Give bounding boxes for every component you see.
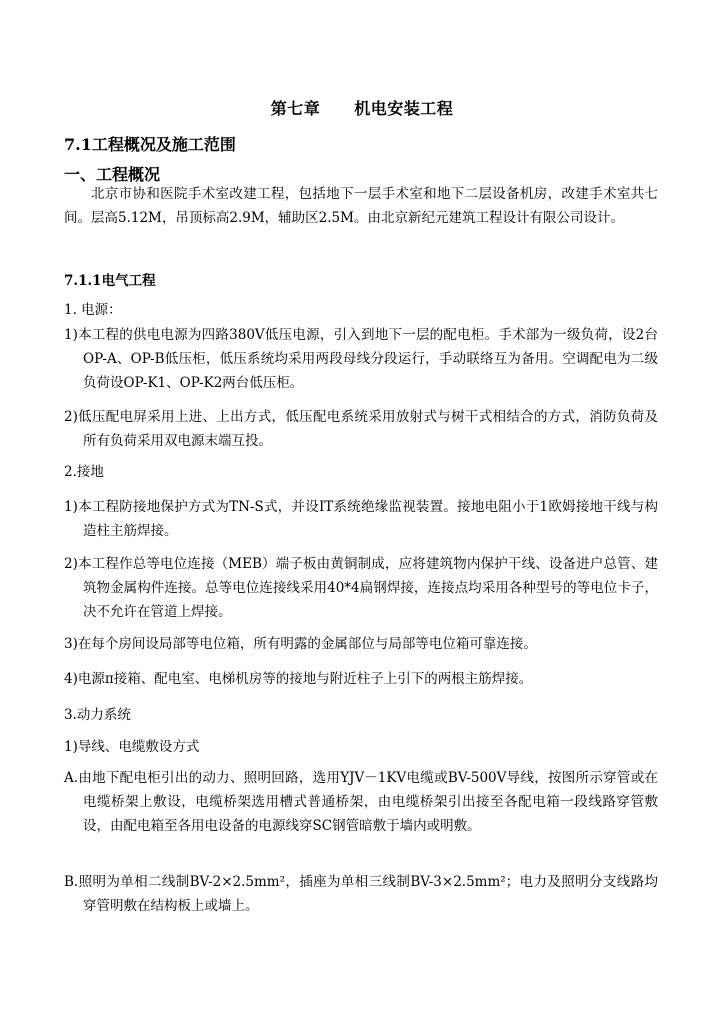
power-supply-item-1: 1)本工程的供电电源为四路380V低压电源，引入到地下一层的配电柜。手术部为一级负荷，设2台OP-A、OP-B低压柜，低压系统均采用两段母线分段运行，手动联络互为备用。空调配电为二级负荷设OP-K1、OP-K2两台低压柜。 bbox=[64, 327, 658, 391]
grounding-item-1: 1)本工程防接地保护方式为TN-S式，并设IT系统绝缘监视装置。接地电阻小于1欧姆接地干线与构造柱主筋焊接。 bbox=[64, 499, 658, 539]
power-supply-item-2: 2)低压配电屏采用上进、上出方式，低压配电系统采用放射式与树干式相结合的方式，消防负荷及所有负荷采用双电源末端互投。 bbox=[64, 409, 658, 449]
section-7-1-1-heading: 7.1.1电气工程 bbox=[64, 273, 156, 289]
chapter-number: 第七章 bbox=[270, 99, 321, 118]
grounding-heading: 2.接地 bbox=[64, 464, 104, 480]
section-7-1-heading: 7.1工程概况及施工范围 bbox=[64, 135, 236, 154]
chapter-name: 机电安装工程 bbox=[354, 99, 454, 118]
overview-heading: 一、工程概况 bbox=[64, 165, 161, 184]
overview-paragraph: 北京市协和医院手术室改建工程，包括地下一层手术室和地下二层设备机房，改建手术室共七间。层高5.12M，吊顶标高2.9M，辅助区2.5M。由北京新纪元建筑工程设计有限公司设计。 bbox=[64, 186, 658, 226]
grounding-item-4: 4)电源π接箱、配电室、电梯机房等的接地与附近柱子上引下的两根主筋焊接。 bbox=[64, 671, 533, 687]
power-supply-heading: 1. 电源： bbox=[64, 302, 122, 318]
wiring-item-a: A.由地下配电柜引出的动力、照明回路，选用YJV－1KV电缆或BV-500V导线，按图所示穿管或在电缆桥架上敷设，电缆桥架选用槽式普通桥架，由电缆桥架引出接至各配电箱一段线路穿管敷设，由配电箱至各用电设备的电源线穿SC钢管暗敷于墙内或明敷。 bbox=[64, 770, 658, 834]
wiring-item-b: B.照明为单相二线制BV-2×2.5mm²，插座为单相三线制BV-3×2.5mm²；电力及照明分支线路均穿管明敷在结构板上或墙上。 bbox=[64, 874, 658, 914]
chapter-title bbox=[0, 96, 724, 119]
grounding-item-2: 2)本工程作总等电位连接（MEB）端子板由黄铜制成，应将建筑物内保护干线、设备进户总管、建筑物金属构件连接。总等电位连接线采用40*4扁钢焊接，连接点均采用各种型号的等电位卡子，决不允许在管道上焊接。 bbox=[64, 556, 658, 620]
power-system-heading: 3.动力系统 bbox=[64, 707, 131, 723]
wiring-method-heading: 1)导线、电缆敷设方式 bbox=[64, 739, 200, 755]
grounding-item-3: 3)在每个房间设局部等电位箱，所有明露的金属部位与局部等电位箱可靠连接。 bbox=[64, 636, 537, 652]
